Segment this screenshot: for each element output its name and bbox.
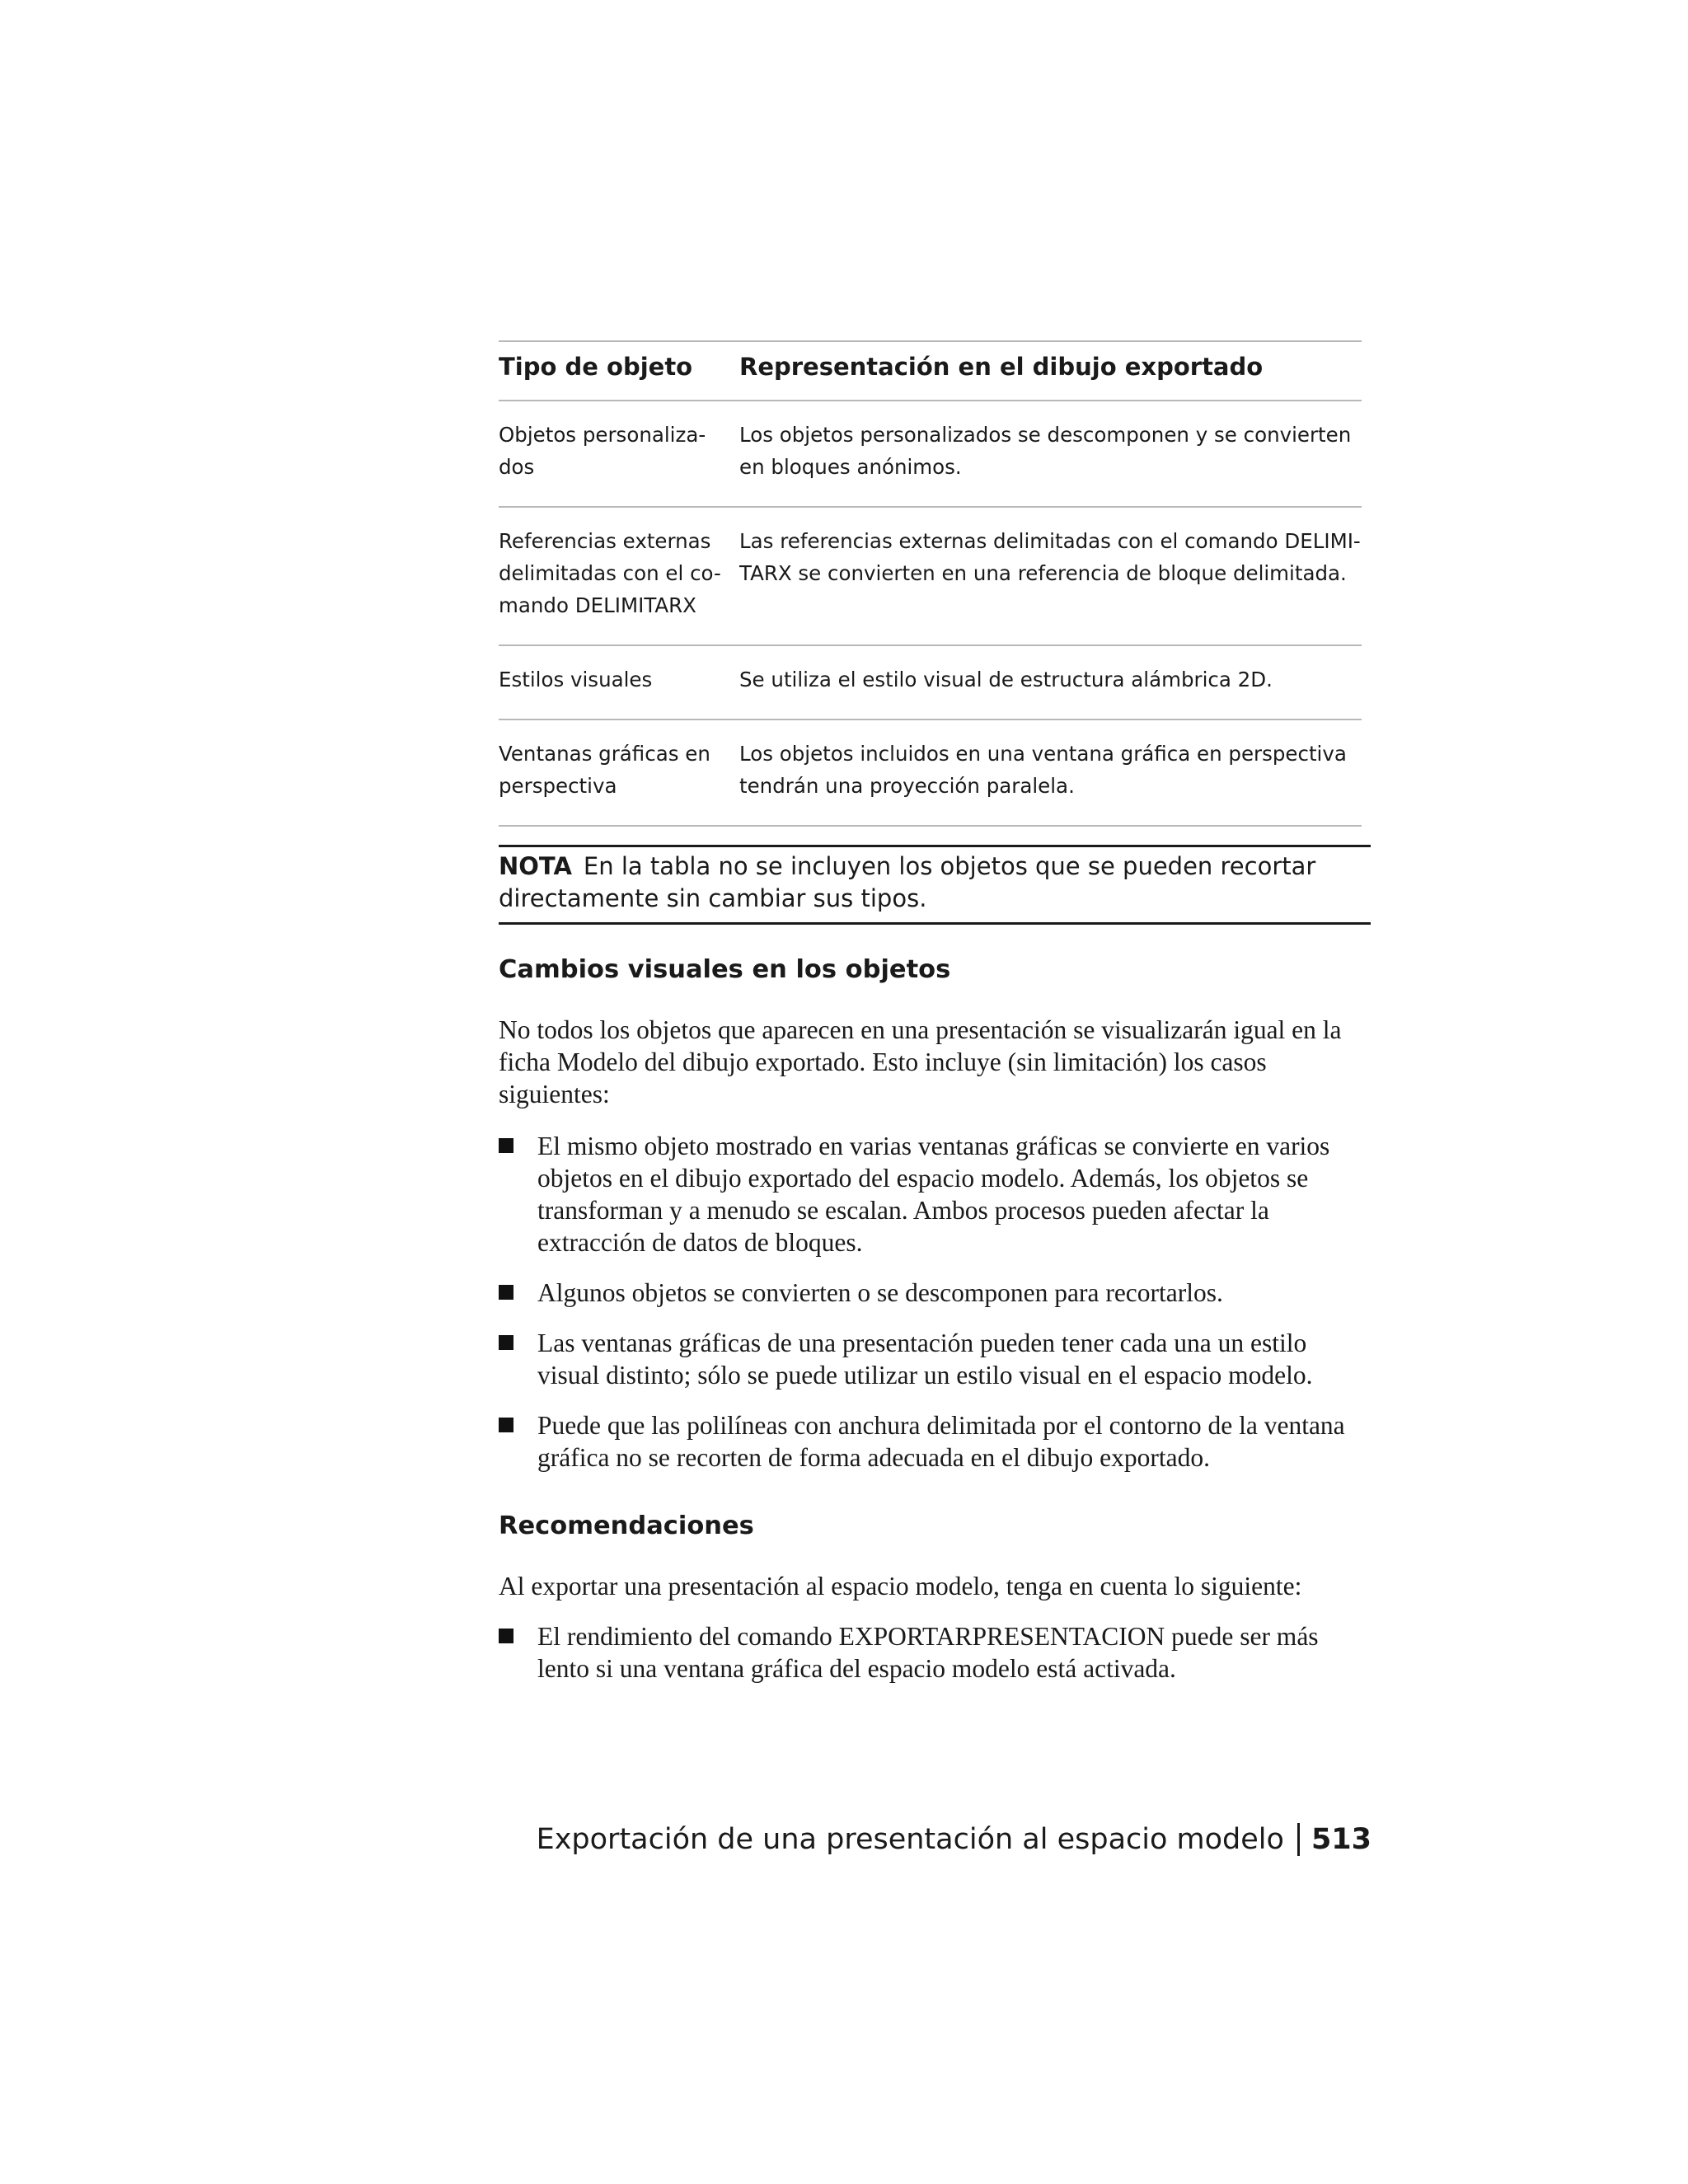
table-cell-representation: Los objetos incluidos en una ventana gráfica en perspectiva tendrán una proyección paralela. bbox=[739, 742, 1347, 798]
section-intro-recommendations: Al exportar una presentación al espacio modelo, tenga en cuenta lo siguiente: bbox=[499, 1572, 1302, 1601]
list-item-text: Puede que las polilíneas con anchura delimitada por el contorno de la ventana gráfica no se recorten de forma adecuada en el dibujo exportado. bbox=[537, 1411, 1345, 1472]
list-item bbox=[499, 1409, 1374, 1474]
section-intro-visual-changes: No todos los objetos que aparecen en una presentación se visualizarán igual en la ficha Modelo del dibujo exportado. Esto incluye (sin limitación) los casos siguientes: bbox=[499, 1015, 1342, 1108]
footer-chapter-title: Exportación de una presentación al espacio modelo bbox=[536, 1823, 1284, 1856]
bullet-list-visual-changes bbox=[499, 1130, 1372, 1474]
note-label: NOTA bbox=[499, 852, 572, 880]
table-row bbox=[499, 401, 1362, 507]
table-header-row bbox=[499, 341, 1362, 401]
table-row bbox=[499, 645, 1362, 719]
table-header-representation: Representación en el dibujo exportado bbox=[739, 353, 1264, 381]
list-item-text: El rendimiento del comando EXPORTARPRESENTACION puede ser más lento si una ventana gráfica del espacio modelo está activada. bbox=[537, 1622, 1319, 1683]
square-bullet-icon bbox=[499, 1285, 513, 1300]
bullet-list-recommendations bbox=[499, 1620, 1372, 1685]
square-bullet-icon bbox=[499, 1138, 513, 1153]
list-item bbox=[499, 1620, 1374, 1685]
list-item bbox=[499, 1130, 1374, 1258]
table-row bbox=[499, 507, 1362, 645]
page-number: 513 bbox=[1311, 1823, 1372, 1856]
table-cell-object-type: Ventanas gráficas en perspectiva bbox=[499, 742, 710, 798]
page-footer bbox=[537, 1820, 1372, 1859]
section-heading-recommendations: Recomendaciones bbox=[499, 1511, 754, 1540]
note-box bbox=[499, 845, 1371, 925]
list-item-text: Algunos objetos se convierten o se descomponen para recortarlos. bbox=[537, 1278, 1223, 1307]
square-bullet-icon bbox=[499, 1335, 513, 1350]
list-item bbox=[499, 1327, 1374, 1391]
note-text: En la tabla no se incluyen los objetos que se pueden recortar directamente sin cambiar sus tipos. bbox=[499, 852, 1316, 912]
page-content bbox=[499, 340, 1372, 1685]
footer-divider bbox=[1297, 1823, 1300, 1856]
table-cell-object-type: Objetos personaliza- dos bbox=[499, 423, 706, 479]
table-cell-representation: Los objetos personalizados se descomponen y se convierten en bloques anónimos. bbox=[739, 423, 1352, 479]
table-cell-object-type: Referencias externas delimitadas con el co- mando DELIMITARX bbox=[499, 529, 721, 617]
table-cell-representation: Las referencias externas delimitadas con el comando DELIMI- TARX se convierten en una referencia de bloque delimitada. bbox=[739, 529, 1361, 585]
object-type-table bbox=[499, 340, 1362, 827]
square-bullet-icon bbox=[499, 1418, 513, 1432]
table-row bbox=[499, 719, 1362, 826]
table-cell-representation: Se utiliza el estilo visual de estructura alámbrica 2D. bbox=[739, 668, 1273, 691]
table-cell-object-type: Estilos visuales bbox=[499, 668, 653, 691]
table-header-object-type: Tipo de objeto bbox=[499, 353, 693, 381]
list-item-text: Las ventanas gráficas de una presentación pueden tener cada una un estilo visual distinto; sólo se puede utilizar un estilo visual en el espacio modelo. bbox=[537, 1329, 1313, 1390]
list-item bbox=[499, 1277, 1374, 1309]
section-heading-visual-changes: Cambios visuales en los objetos bbox=[499, 955, 951, 984]
list-item-text: El mismo objeto mostrado en varias ventanas gráficas se convierte en varios objetos en el dibujo exportado del espacio modelo. Además, los objetos se transforman y a menudo se escalan. Ambos procesos pueden afectar la extracción de datos de bloques. bbox=[537, 1132, 1330, 1257]
square-bullet-icon bbox=[499, 1629, 513, 1643]
